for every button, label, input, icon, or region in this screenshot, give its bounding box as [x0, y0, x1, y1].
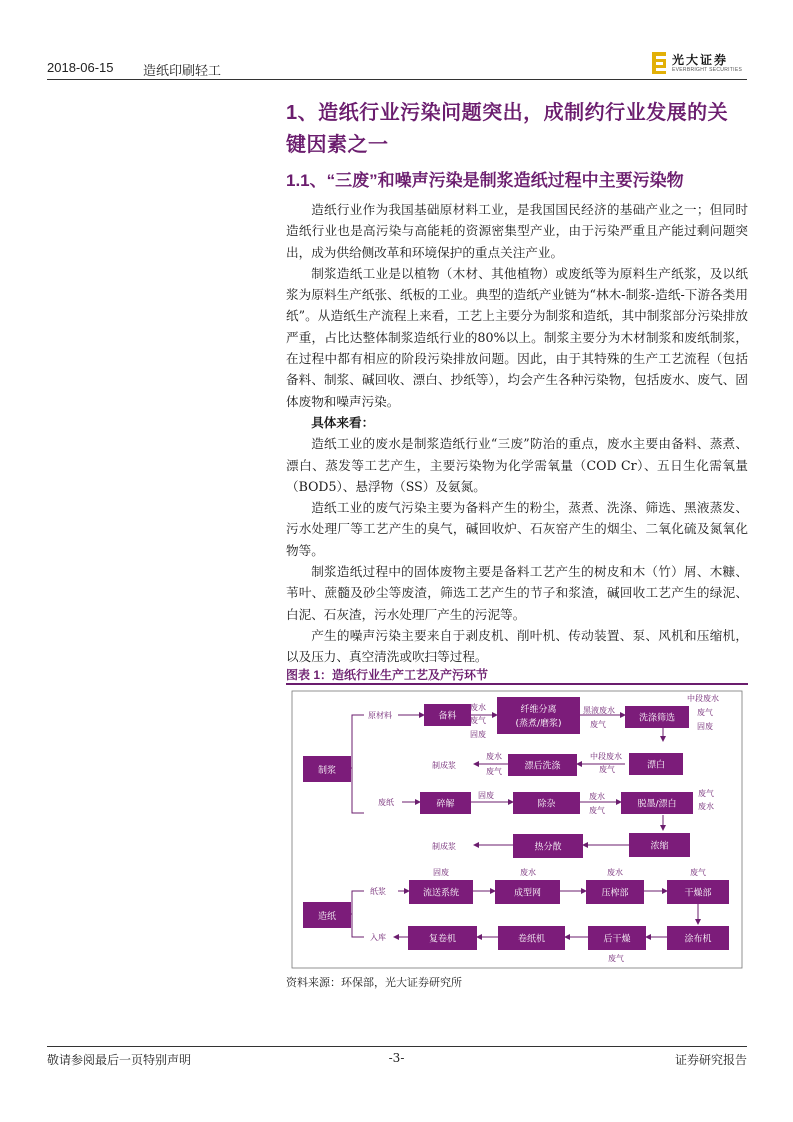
pollutant-label: 废气	[590, 720, 606, 729]
pollutant-label: 中段废水	[687, 694, 719, 703]
paragraph-lead: 具体来看：	[311, 414, 375, 430]
logo-text-en: EVERBRIGHT SECURITIES	[672, 67, 743, 73]
pollutant-label: 废气	[599, 765, 615, 774]
pollutant-label: 废水	[607, 868, 623, 877]
page-number: -3-	[388, 1051, 405, 1065]
node-label: 后干燥	[603, 934, 631, 945]
subsection-title: 1.1、“三废”和噪声污染是制浆造纸过程中主要污染物	[286, 171, 684, 190]
node-label: 涂布机	[684, 934, 712, 945]
node-label: 卷纸机	[517, 934, 546, 945]
node-label: 压榨部	[601, 888, 629, 899]
pollutant-label: 中段废水	[590, 752, 622, 761]
footer-disclaimer: 敬请参阅最后一页特别声明	[47, 1053, 192, 1067]
pollutant-label: 废水	[486, 752, 502, 761]
pollutant-label: 固废	[470, 730, 486, 739]
pollutant-label: 废气	[470, 716, 486, 725]
pollutant-label: 黑液废水	[583, 706, 615, 715]
pollutant-label: 废水	[589, 792, 605, 801]
flow-label: 废纸	[378, 798, 394, 807]
figure-title-underline	[286, 683, 748, 685]
node-label: 干燥部	[684, 888, 712, 899]
node-label: 热分散	[534, 842, 562, 853]
node-label: 脱墨/漂白	[637, 799, 677, 810]
logo-mark-icon	[652, 52, 666, 74]
report-date: 2018-06-15	[47, 60, 114, 75]
paragraph: 制浆造纸过程中的固体废物主要是备料工艺产生的树皮和木（竹）屑、木糠、苇叶、蔗髓及砂尘等废渣，筛选工艺产生的节子和浆渣，碱回收工艺产生的绿泥、白泥、石灰渣，污水处理厂产生的污泥等。	[286, 564, 748, 622]
pollutant-label: 废水	[470, 703, 486, 712]
paragraph: 产生的噪声污染主要来自于剥皮机、削叶机、传动装置、泵、风机和压缩机，以及压力、真空清洗或吹扫等过程。	[286, 627, 748, 665]
pollutant-label: 固废	[478, 791, 494, 800]
node-label: 流送系统	[422, 888, 460, 899]
section-title: 1、造纸行业污染问题突出，成制约行业发展的关键因素之一	[286, 102, 729, 156]
flow-label: 原材料	[368, 711, 392, 720]
footer-report-type: 证券研究报告	[674, 1053, 747, 1067]
pollutant-label: 固废	[433, 868, 449, 877]
paragraph: 造纸工业的废水是制浆造纸行业“三废”防治的重点，废水主要由备料、蒸煮、漂白、蒸发等工艺产生，主要污染物为化学需氧量（COD Cr）、五日生化需氧量（BOD5）、悬浮物（SS）及氨氮。	[286, 436, 748, 494]
flow-label: 制成浆	[432, 761, 456, 770]
node-label: 制浆	[317, 766, 337, 776]
node-label: 浓缩	[650, 841, 669, 852]
pollutant-label: 废气	[486, 767, 502, 776]
node-label: 造纸	[317, 912, 337, 922]
node-label: (蒸煮/磨浆)	[515, 719, 562, 729]
node-label: 备料	[438, 711, 457, 722]
flow-label: 纸浆	[370, 887, 386, 896]
body-text	[286, 199, 748, 668]
figure-title: 图表 1：造纸行业生产工艺及产污环节	[286, 668, 489, 682]
node-label: 漂后洗涤	[524, 761, 561, 772]
node-label: 洗涤筛选	[638, 713, 676, 724]
pollutant-label: 废气	[698, 789, 714, 798]
paragraph: 制浆造纸工业是以植物（木材、其他植物）或废纸等为原料生产纸浆，及以纸浆为原料生产纸张、纸板的工业。典型的造纸产业链为“林木-制浆-造纸-下游各类用纸”。从造纸生产流程上来看，工艺上主要分为制浆和造纸，其中制浆部分污染排放严重，占比达整体制浆造纸行业的80%以上。制浆主要分为木材制浆和废纸制浆，在过程中都有相应的阶段污染排放问题。因此，由于其特殊的生产工艺流程（包括备料、制浆、碱回收、漂白、抄纸等），均会产生各种污染物，包括废水、废气、固体废物和噪声污染。	[286, 265, 748, 409]
figure-source: 资料来源：环保部，光大证券研究所	[286, 976, 462, 989]
pollutant-label: 废气	[697, 708, 713, 717]
pollutant-label: 废气	[690, 868, 706, 877]
flow-label: 入库	[370, 933, 386, 942]
node-label: 漂白	[646, 760, 666, 771]
pollutant-label: 废气	[608, 954, 624, 963]
process-flow-diagram	[286, 688, 748, 971]
header-divider	[47, 79, 747, 80]
logo-text-cn: 光大证券	[672, 53, 729, 67]
pollutant-label: 废水	[698, 802, 714, 811]
node-label: 碎解	[436, 799, 455, 810]
flow-label: 制成浆	[432, 842, 456, 851]
pollutant-label: 废水	[520, 868, 536, 877]
node-label: 复卷机	[428, 934, 457, 945]
pollutant-label: 固废	[697, 722, 713, 731]
node-label: 纤维分离	[520, 705, 557, 715]
industry-name: 造纸印刷轻工	[143, 63, 222, 78]
node-label: 成型网	[513, 888, 542, 899]
footer-divider	[47, 1046, 747, 1047]
company-logo	[652, 50, 747, 76]
paragraph: 造纸行业作为我国基础原材料工业，是我国国民经济的基础产业之一；但同时造纸行业也是高污染与高能耗的资源密集型产业，由于污染严重且产能过剩问题突出，成为供给侧改革和环境保护的重点关注产业。	[286, 202, 748, 260]
node-label: 除杂	[537, 799, 556, 810]
paragraph: 造纸工业的废气污染主要为备料产生的粉尘，蒸煮、洗涤、筛选、黑液蒸发、污水处理厂等工艺产生的臭气，碱回收炉、石灰窑产生的烟尘、二氧化硫及氮氧化物等。	[286, 500, 748, 558]
pollutant-label: 废气	[589, 806, 605, 815]
